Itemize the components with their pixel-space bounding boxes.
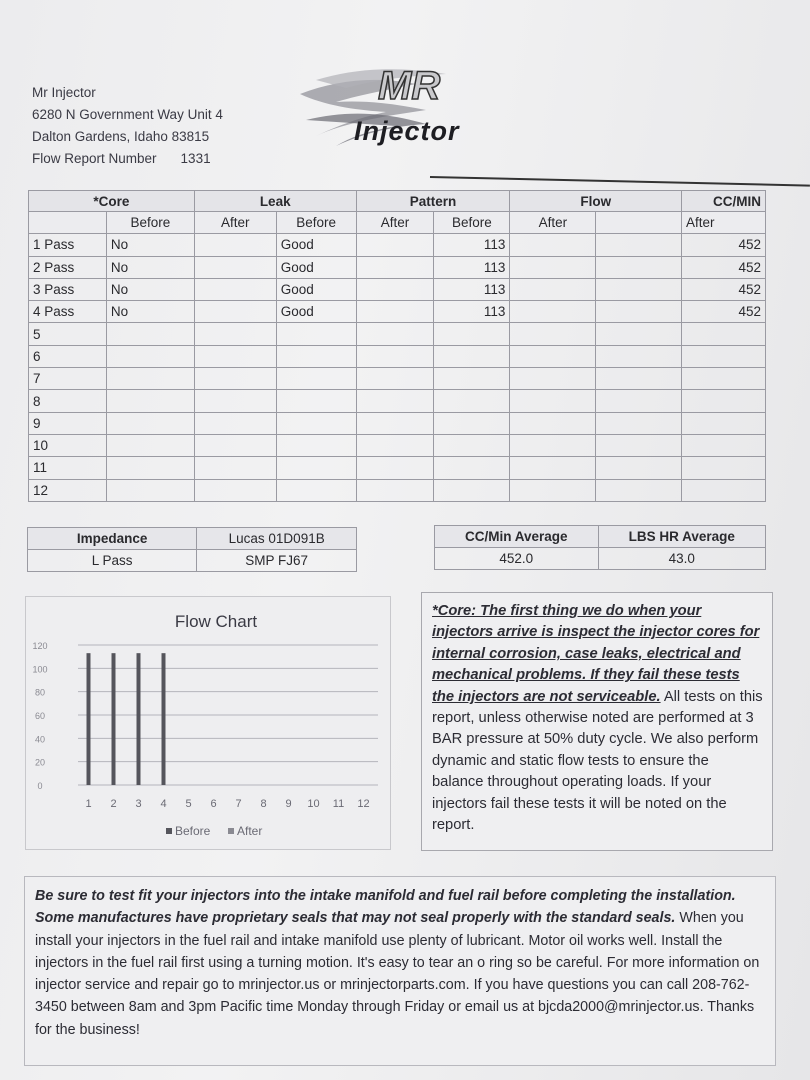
row-pattern-after [356,457,434,479]
x-tick-label: 12 [357,798,370,810]
row-cc-after [682,345,766,367]
row-flow-before [434,457,510,479]
row-leak-after [194,278,276,300]
report-number-label: Flow Report Number [32,151,157,166]
company-name: Mr Injector [32,85,96,100]
row-flow-after [510,234,596,256]
row-flow-after [510,479,596,501]
row-flow-after [510,434,596,456]
row-pattern-before [276,412,356,434]
chart-bar-before [162,653,166,785]
subheader-leak-before: Before [106,212,194,234]
row-flow-before: 113 [434,301,510,323]
x-tick-label: 5 [185,798,192,810]
lbs-average-value: 43.0 [598,548,766,570]
report-number: 1331 [180,151,211,166]
header-core: *Core [29,191,195,212]
header-flow: Flow [510,191,682,212]
row-pattern-after [356,234,434,256]
row-leak-before [106,323,194,345]
row-spacer-cell [596,234,682,256]
x-tick-label: 10 [307,798,320,810]
row-core: 5 [29,323,107,345]
table-subheader-row [29,212,766,234]
row-leak-after [194,234,276,256]
row-leak-before [106,345,194,367]
x-tick-label: 8 [260,798,267,810]
row-cc-after: 452 [682,256,766,278]
subheader-pattern-after: After [356,212,434,234]
impedance-table [27,527,357,572]
core-note-body: All tests on this report, unless otherwise noted are performed at 3 BAR pressure at 50% duty cycle. We also perform dynamic and static flow tests to ensure the balance throughout operating loads. If your injectors fail these tests it will be noted on the report. [432,688,763,834]
row-cc-after [682,368,766,390]
row-pattern-before [276,457,356,479]
core-note-emphasis: *Core: The first thing we do when your injectors arrive is inspect the injector cores for internal corrosion, case leaks, electrical and mechanical problems. If they fail these tests the injectors are not serviceable. [432,603,760,705]
row-core: 3 Pass [29,278,107,300]
row-leak-after [194,323,276,345]
row-cc-after [682,457,766,479]
impedance-header-row [28,528,357,550]
row-pattern-before: Good [276,301,356,323]
impedance-label: Impedance [28,528,197,550]
logo-mr: MR [378,64,441,108]
row-pattern-before [276,368,356,390]
row-spacer-cell [596,345,682,367]
x-tick-label: 11 [332,798,345,810]
y-tick-label: 100 [32,664,48,675]
row-pattern-after [356,345,434,367]
row-pattern-after [356,434,434,456]
row-leak-before [106,479,194,501]
row-leak-before: No [106,234,194,256]
flow-chart [25,596,391,850]
row-leak-before [106,368,194,390]
installation-note-body: When you install your injectors in the fuel rail and intake manifold use plenty of lubricant. Motor oil works well. Install the injectors in the fuel rail first using a turning motion. It's easy to tear an o ring so be careful. For more information on injector service and repair go to mrinjector.us or mrinjectorparts.com. If you have questions you can call 208-762-3450 between 8am and 3pm Pacific time Monday through Friday or email us at bjcda2000@mrinjector.us. Thanks for the business! [35,910,760,1038]
row-spacer-cell [596,434,682,456]
subheader-blank-2 [596,212,682,234]
row-flow-after [510,345,596,367]
legend-swatch-after [228,828,234,834]
row-spacer-cell [596,479,682,501]
row-flow-before [434,479,510,501]
header-ccmin: CC/MIN [682,191,766,212]
table-row [29,434,766,456]
core-note [421,592,773,851]
chart-bar-before [112,653,116,785]
installation-note-warning: Be sure to test fit your injectors into the intake manifold and fuel rail before completing the installation. Some manufactures have proprietary seals that may not seal properly with the standard seals. [35,888,736,927]
table-row [29,278,766,300]
row-leak-before [106,457,194,479]
header-leak: Leak [194,191,356,212]
row-pattern-before [276,345,356,367]
row-leak-after [194,345,276,367]
row-pattern-after [356,278,434,300]
x-tick-label: 9 [285,798,292,810]
row-leak-after [194,368,276,390]
row-flow-after [510,368,596,390]
y-tick-label: 80 [34,687,46,698]
cc-average-value: 452.0 [435,548,599,570]
x-tick-label: 2 [110,798,117,810]
row-spacer-cell [596,390,682,412]
row-flow-before: 113 [434,256,510,278]
header-divider [430,176,810,187]
row-flow-before [434,412,510,434]
table-header-row [29,191,766,212]
y-tick-label: 40 [34,734,46,745]
row-leak-before [106,412,194,434]
table-row [29,301,766,323]
row-pattern-before [276,390,356,412]
row-flow-after [510,412,596,434]
logo-wordmark: Injector [354,116,460,146]
row-flow-after [510,301,596,323]
averages-table [434,525,766,570]
row-core: 7 [29,368,107,390]
row-pattern-after [356,390,434,412]
row-cc-after: 452 [682,278,766,300]
subheader-flow-after: After [510,212,596,234]
x-tick-label: 3 [135,798,142,810]
table-row [29,368,766,390]
row-leak-before: No [106,256,194,278]
row-leak-before: No [106,278,194,300]
table-row [29,323,766,345]
x-tick-label: 7 [235,798,242,810]
row-pattern-after [356,479,434,501]
table-row [29,256,766,278]
row-cc-after [682,412,766,434]
row-core: 10 [29,434,107,456]
row-leak-after [194,301,276,323]
impedance-part-label: Lucas 01D091B [197,528,357,550]
row-cc-after [682,390,766,412]
x-tick-label: 1 [85,798,92,810]
row-core: 6 [29,345,107,367]
row-pattern-after [356,368,434,390]
flow-results-table [28,190,766,502]
row-flow-before [434,434,510,456]
impedance-value-row [28,550,357,572]
table-row [29,412,766,434]
address-line-2: Dalton Gardens, Idaho 83815 [32,129,210,144]
x-tick-label: 6 [210,798,217,810]
x-tick-label: 4 [160,798,167,810]
table-row [29,479,766,501]
impedance-part-value: SMP FJ67 [197,550,357,572]
chart-bar-before [137,653,141,785]
row-pattern-after [356,323,434,345]
y-tick-label: 0 [37,781,43,791]
row-spacer-cell [596,412,682,434]
table-body [29,234,766,502]
row-pattern-before [276,434,356,456]
lbs-average-label: LBS HR Average [598,526,766,548]
row-leak-before [106,390,194,412]
row-flow-after [510,256,596,278]
averages-header-row [435,526,766,548]
row-core: 8 [29,390,107,412]
table-row [29,390,766,412]
row-leak-before: No [106,301,194,323]
subheader-blank [29,212,107,234]
row-pattern-after [356,412,434,434]
header-pattern: Pattern [356,191,510,212]
chart-bar-before [87,653,91,785]
company-address [32,82,223,170]
subheader-leak-after: After [194,212,276,234]
row-cc-after: 452 [682,234,766,256]
averages-value-row [435,548,766,570]
row-cc-after: 452 [682,301,766,323]
row-leak-after [194,256,276,278]
row-pattern-before [276,479,356,501]
row-flow-before [434,345,510,367]
y-tick-label: 20 [34,757,46,768]
subheader-cc-after: After [682,212,766,234]
row-flow-before [434,390,510,412]
row-flow-before [434,368,510,390]
row-core: 1 Pass [29,234,107,256]
row-cc-after [682,323,766,345]
subheader-pattern-before: Before [276,212,356,234]
legend-swatch-before [166,828,172,834]
report-number-line [32,148,223,170]
row-flow-before: 113 [434,234,510,256]
address-line-1: 6280 N Government Way Unit 4 [32,107,223,122]
table-row [29,234,766,256]
installation-note [24,876,776,1066]
y-tick-label: 60 [34,711,46,721]
row-leak-after [194,412,276,434]
flow-chart-svg [26,597,390,849]
row-flow-before: 113 [434,278,510,300]
table-row [29,457,766,479]
row-flow-after [510,278,596,300]
legend-label-after: After [237,824,263,838]
row-spacer-cell [596,368,682,390]
row-pattern-before: Good [276,234,356,256]
row-spacer-cell [596,323,682,345]
row-spacer-cell [596,301,682,323]
row-core: 11 [29,457,107,479]
row-leak-before [106,434,194,456]
row-leak-after [194,457,276,479]
y-tick-label: 120 [32,641,48,651]
table-row [29,345,766,367]
row-core: 2 Pass [29,256,107,278]
row-leak-after [194,479,276,501]
row-core: 9 [29,412,107,434]
row-core: 4 Pass [29,301,107,323]
row-spacer-cell [596,278,682,300]
impedance-value: L Pass [28,550,197,572]
row-spacer-cell [596,457,682,479]
subheader-flow-before: Before [434,212,510,234]
row-flow-before [434,323,510,345]
chart-title: Flow Chart [174,612,258,631]
row-pattern-before: Good [276,278,356,300]
row-cc-after [682,434,766,456]
cc-average-label: CC/Min Average [435,526,599,548]
row-flow-after [510,323,596,345]
row-cc-after [682,479,766,501]
row-flow-after [510,457,596,479]
row-leak-after [194,434,276,456]
row-flow-after [510,390,596,412]
row-pattern-before: Good [276,256,356,278]
row-leak-after [194,390,276,412]
row-pattern-before [276,323,356,345]
row-spacer-cell [596,256,682,278]
legend-label-before: Before [175,824,211,838]
mr-injector-logo [296,50,486,162]
row-pattern-after [356,256,434,278]
row-pattern-after [356,301,434,323]
row-core: 12 [29,479,107,501]
